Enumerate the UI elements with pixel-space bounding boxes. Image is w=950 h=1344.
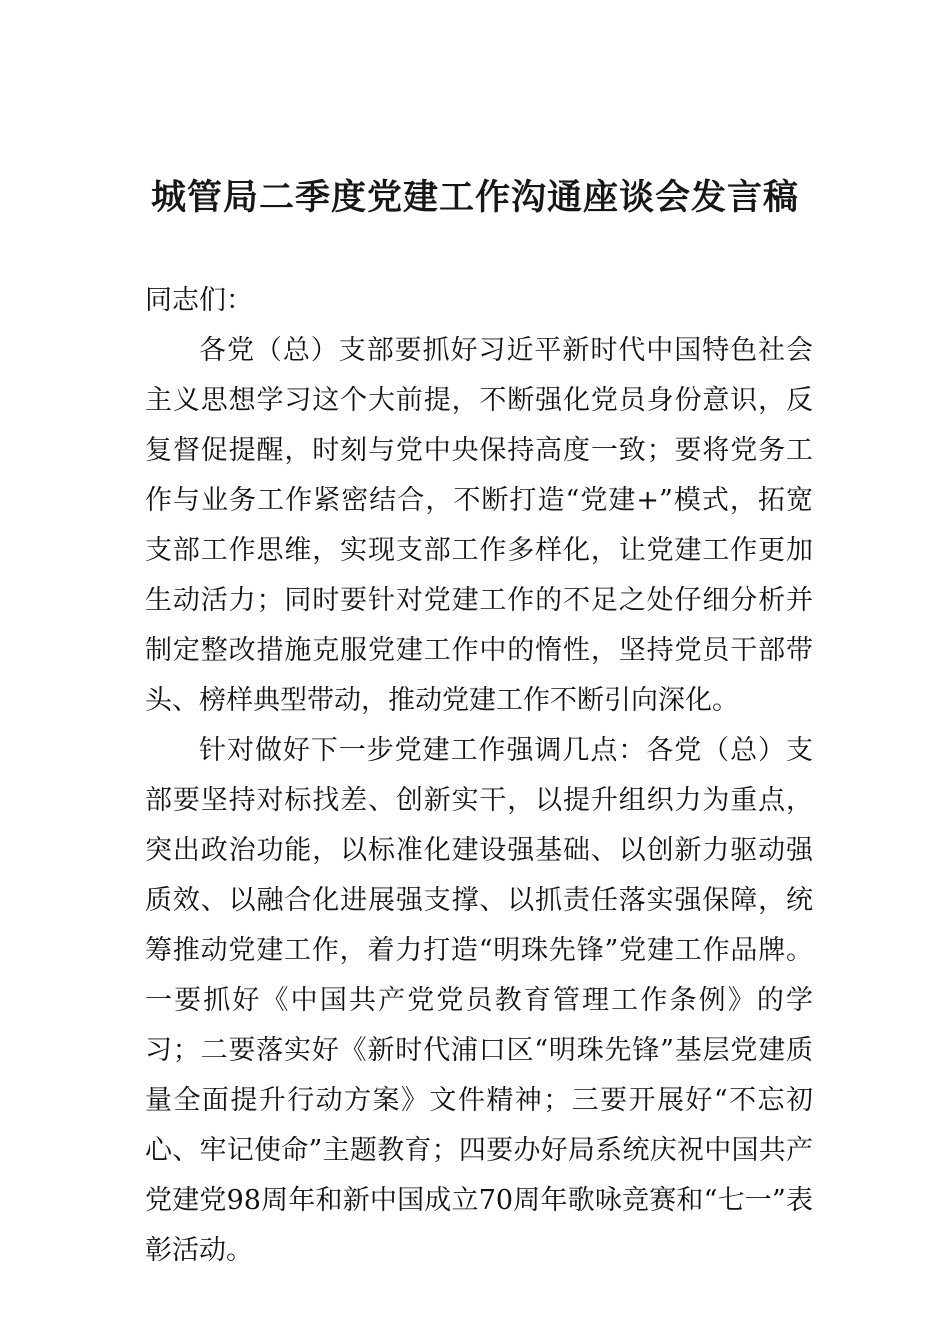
document-body xyxy=(145,276,813,1276)
salutation: 同志们： xyxy=(145,285,253,316)
document-title: 城管局二季度党建工作沟通座谈会发言稿 xyxy=(150,178,799,218)
paragraph-2: 针对做好下一步党建工作强调几点：各党（总）支部要坚持对标找差、创新实干，以提升组织力为重点，突出政治功能，以标准化建设强基础、以创新力驱动强质效、以融合化进展强支撑、以抓责任落实强保障，统筹推动党建工作，着力打造“明珠先锋”党建工作品牌。一要抓好《中国共产党党员教育管理工作条例》的学习；二要落实好《新时代浦口区“明珠先锋”基层党建质量全面提升行动方案》文件精神；三要开展好“不忘初心、牢记使命”主题教育；四要办好局系统庆祝中国共产党建党98周年和新中国成立70周年歌咏竞赛和“七一”表彰活动。 xyxy=(145,735,813,1266)
paragraph-1: 各党（总）支部要抓好习近平新时代中国特色社会主义思想学习这个大前提，不断强化党员身份意识，反复督促提醒，时刻与党中央保持高度一致；要将党务工作与业务工作紧密结合，不断打造“党建+”模式，拓宽支部工作思维，实现支部工作多样化，让党建工作更加生动活力；同时要针对党建工作的不足之处仔细分析并制定整改措施克服党建工作中的惰性，坚持党员干部带头、榜样典型带动，推动党建工作不断引向深化。 xyxy=(145,335,813,716)
